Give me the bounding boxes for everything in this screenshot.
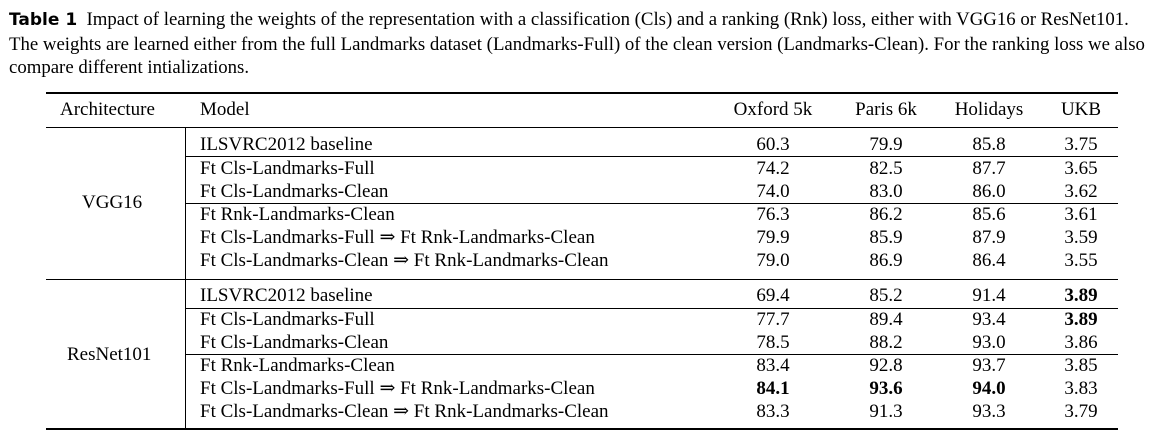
arch-resnet101: ResNet101: [67, 344, 152, 365]
table-top-rule: [46, 92, 1118, 94]
holidays-cell: 93.4: [972, 309, 1006, 330]
ukb-cell: 3.75: [1064, 134, 1098, 155]
holidays-cell: 87.9: [972, 227, 1006, 248]
oxford-cell: 79.0: [756, 250, 790, 271]
paris-cell: 82.5: [869, 158, 903, 179]
paris-cell: 83.0: [869, 181, 903, 202]
header-ukb: UKB: [1060, 99, 1102, 120]
oxford-cell: 76.3: [756, 204, 790, 225]
holidays-cell: 86.0: [972, 181, 1006, 202]
header-model: Model: [200, 99, 250, 120]
header-paris: Paris 6k: [855, 99, 917, 120]
model-cell: Ft Rnk-Landmarks-Clean: [200, 355, 395, 376]
paris-cell: 93.6: [869, 378, 903, 399]
ukb-cell: 3.62: [1064, 181, 1098, 202]
model-cell: Ft Cls-Landmarks-Clean ⇒ Ft Rnk-Landmarks-Clean: [200, 401, 609, 422]
group-rule: [46, 279, 1118, 280]
holidays-cell: 87.7: [972, 158, 1006, 179]
ukb-cell: 3.85: [1064, 355, 1098, 376]
caption-label: Table 1: [9, 10, 78, 30]
oxford-cell: 60.3: [756, 134, 790, 155]
oxford-cell: 69.4: [756, 285, 790, 306]
oxford-cell: 83.3: [756, 401, 790, 422]
oxford-cell: 74.0: [756, 181, 790, 202]
holidays-cell: 85.8: [972, 134, 1006, 155]
paris-cell: 89.4: [869, 309, 903, 330]
model-cell: ILSVRC2012 baseline: [200, 285, 373, 306]
ukb-cell: 3.65: [1064, 158, 1098, 179]
ukb-cell: 3.86: [1064, 332, 1098, 353]
model-cell: Ft Cls-Landmarks-Full: [200, 309, 375, 330]
paris-cell: 86.2: [869, 204, 903, 225]
ukb-cell: 3.79: [1064, 401, 1098, 422]
ukb-cell: 3.61: [1064, 204, 1098, 225]
holidays-cell: 93.0: [972, 332, 1006, 353]
holidays-cell: 91.4: [972, 285, 1006, 306]
table-bottom-rule: [46, 428, 1118, 430]
column-separator: [185, 128, 186, 428]
ukb-cell: 3.89: [1064, 309, 1098, 330]
paris-cell: 79.9: [869, 134, 903, 155]
paris-cell: 88.2: [869, 332, 903, 353]
ukb-cell: 3.55: [1064, 250, 1098, 271]
header-rule: [46, 127, 1118, 128]
ukb-cell: 3.59: [1064, 227, 1098, 248]
model-cell: Ft Cls-Landmarks-Full ⇒ Ft Rnk-Landmarks-Clean: [200, 378, 595, 399]
table-caption: [9, 8, 1161, 80]
model-cell: Ft Cls-Landmarks-Full: [200, 158, 375, 179]
paris-cell: 92.8: [869, 355, 903, 376]
oxford-cell: 78.5: [756, 332, 790, 353]
oxford-cell: 79.9: [756, 227, 790, 248]
model-cell: Ft Cls-Landmarks-Clean: [200, 181, 389, 202]
paris-cell: 85.2: [869, 285, 903, 306]
model-cell: ILSVRC2012 baseline: [200, 134, 373, 155]
holidays-cell: 93.7: [972, 355, 1006, 376]
oxford-cell: 84.1: [756, 378, 790, 399]
holidays-cell: 86.4: [972, 250, 1006, 271]
holidays-cell: 94.0: [972, 378, 1006, 399]
header-holidays: Holidays: [954, 99, 1024, 120]
oxford-cell: 77.7: [756, 309, 790, 330]
header-oxford: Oxford 5k: [733, 99, 813, 120]
ukb-cell: 3.89: [1064, 285, 1098, 306]
oxford-cell: 83.4: [756, 355, 790, 376]
oxford-cell: 74.2: [756, 158, 790, 179]
holidays-cell: 93.3: [972, 401, 1006, 422]
paris-cell: 86.9: [869, 250, 903, 271]
caption-text: Impact of learning the weights of the representation with a classification (Cls) and a ranking (Rnk) loss, either with VGG16 or ResNet101. The weights are learned either from the full Landmarks dataset (Landmarks-Full) of the clean version (Landmarks-Clean). For the ranking loss we also compare different intializations.: [9, 9, 1145, 78]
holidays-cell: 85.6: [972, 204, 1006, 225]
model-cell: Ft Rnk-Landmarks-Clean: [200, 204, 395, 225]
model-cell: Ft Cls-Landmarks-Full ⇒ Ft Rnk-Landmarks-Clean: [200, 227, 595, 248]
paris-cell: 91.3: [869, 401, 903, 422]
header-architecture: Architecture: [60, 99, 155, 120]
ukb-cell: 3.83: [1064, 378, 1098, 399]
model-cell: Ft Cls-Landmarks-Clean ⇒ Ft Rnk-Landmarks-Clean: [200, 250, 609, 271]
arch-vgg16: VGG16: [82, 192, 143, 213]
paris-cell: 85.9: [869, 227, 903, 248]
model-cell: Ft Cls-Landmarks-Clean: [200, 332, 389, 353]
